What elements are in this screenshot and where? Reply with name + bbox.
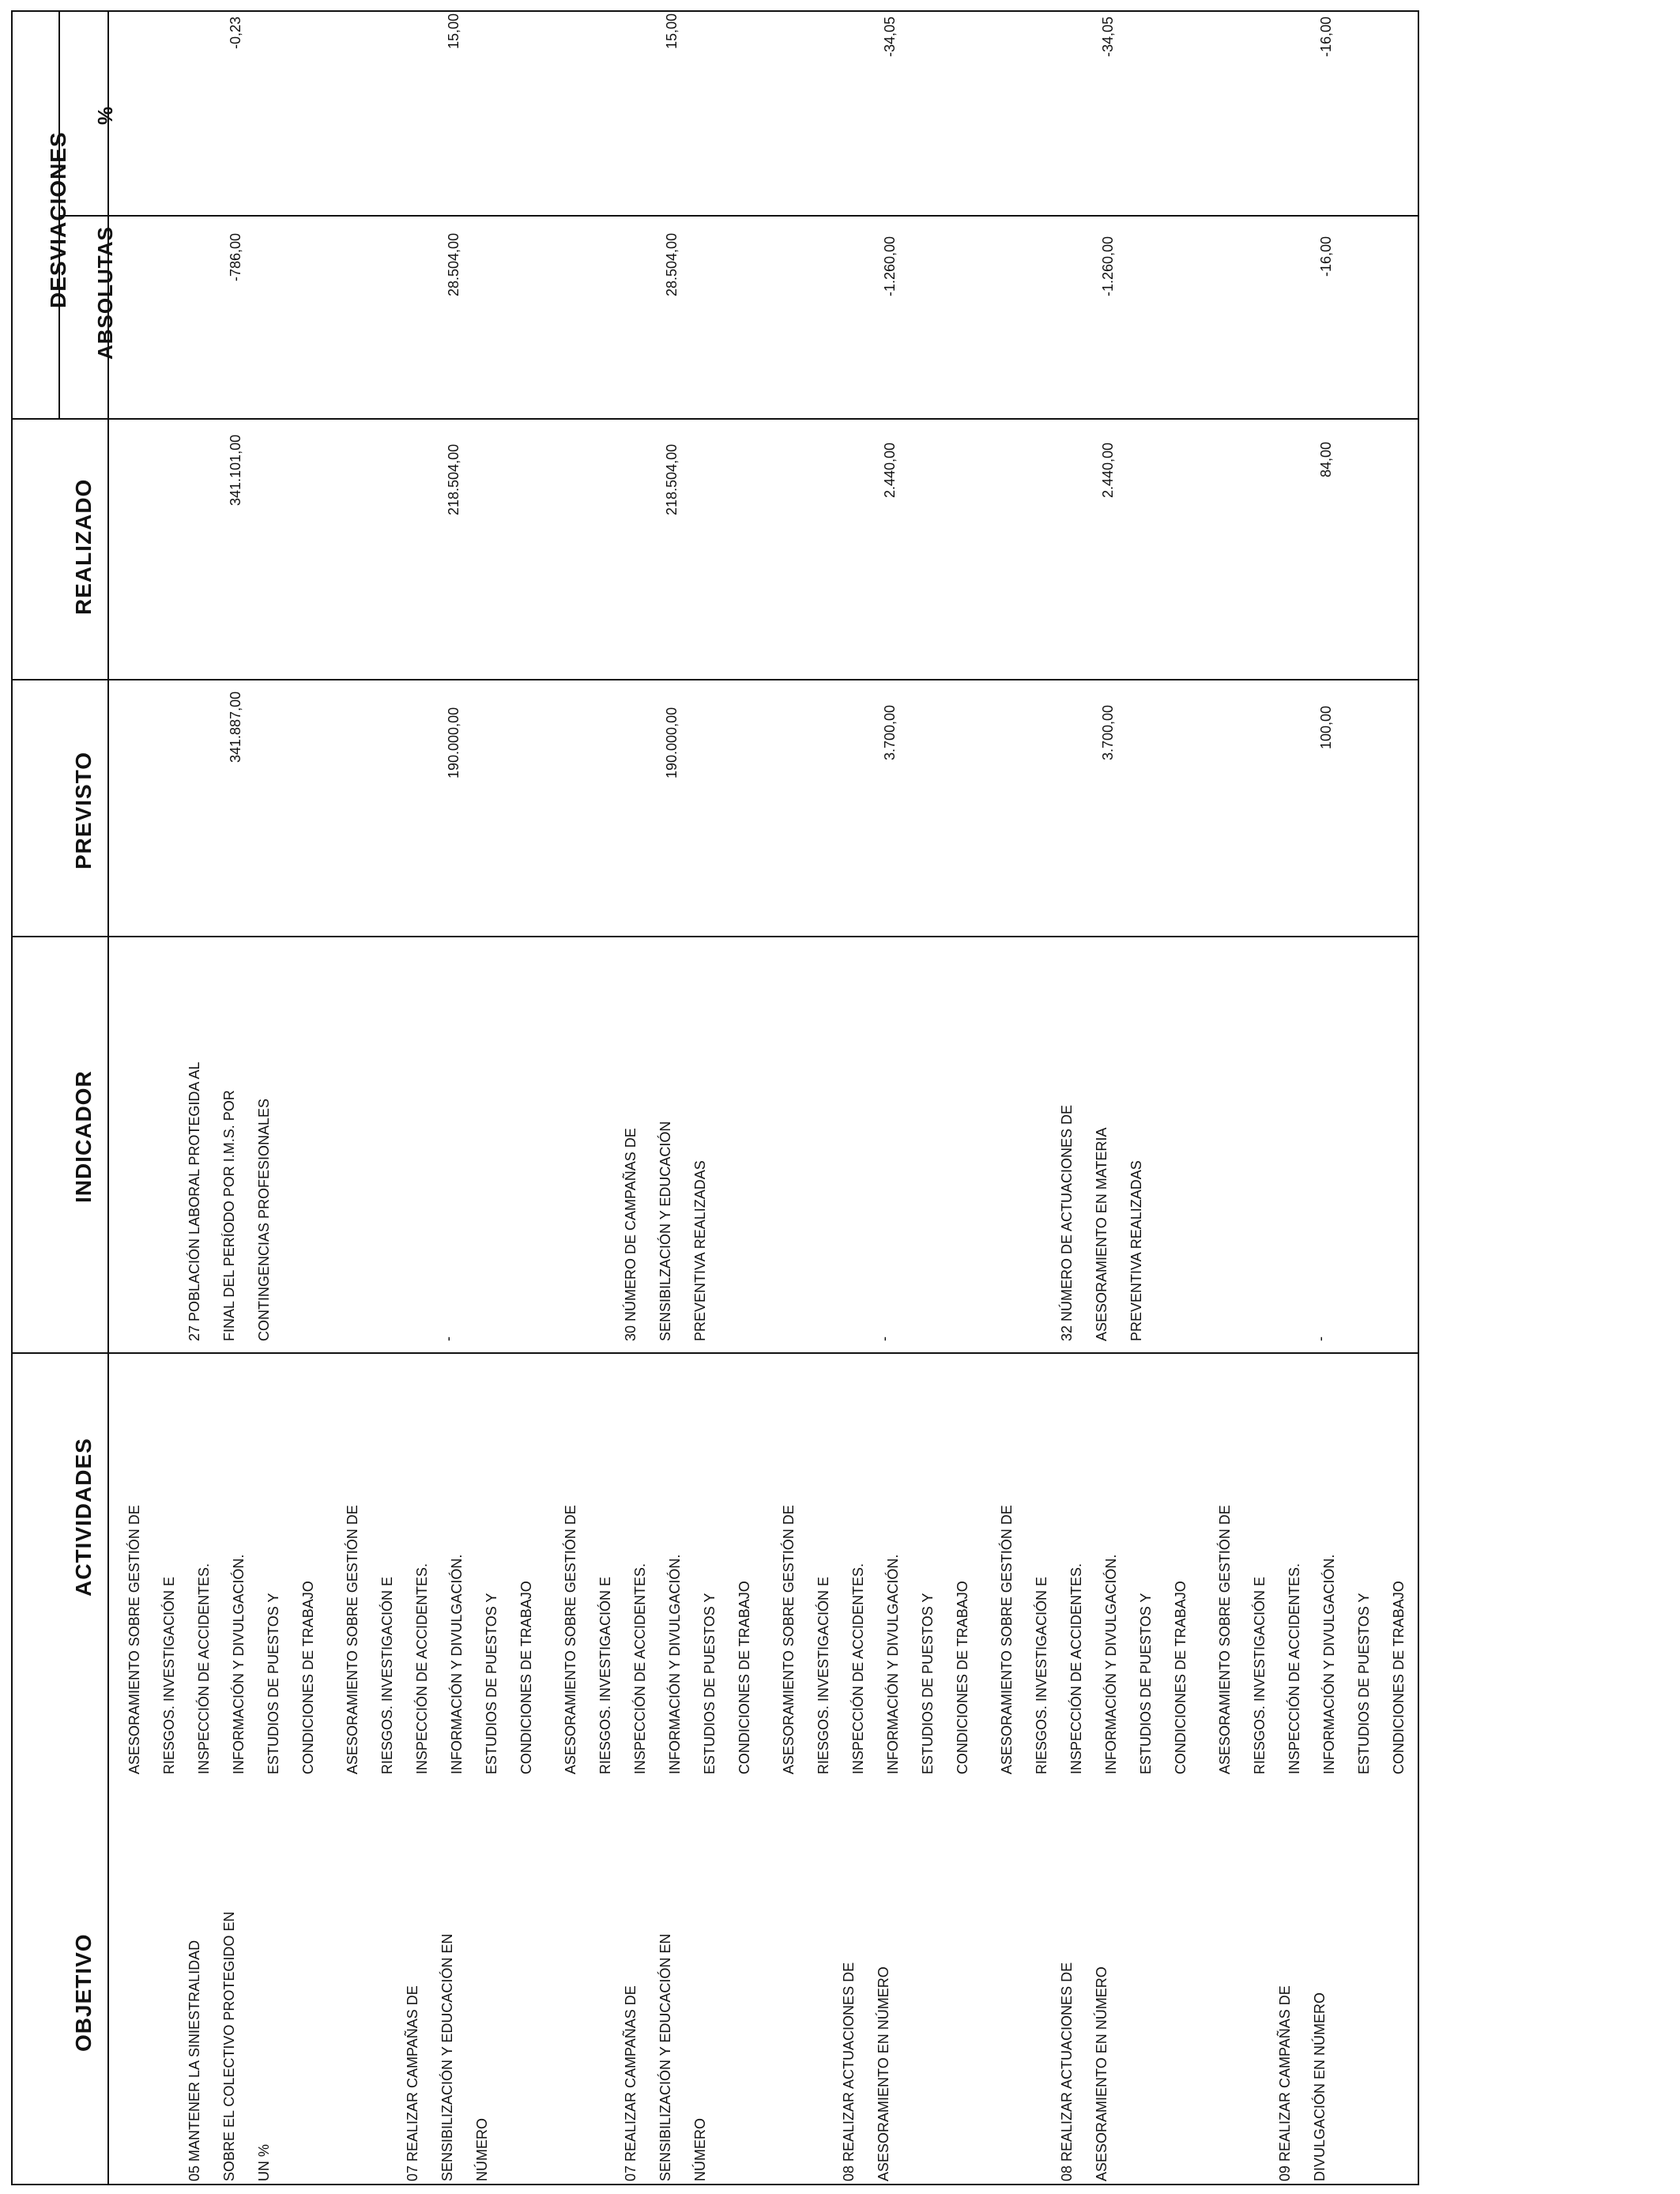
table-cell-actividades: ASESORAMIENTO SOBRE GESTIÓN DE RIESGOS. INVESTIGACIÓN E INSPECCIÓN DE ACCIDENTES. INFORMACIÓN Y DIVULGACIÓN. ESTUDIOS DE PUESTOS Y CONDICIONES DE TRABAJO <box>999 1505 1188 1774</box>
table-cell-indicador: - <box>1313 1336 1328 1341</box>
table-cell-previsto: 3.700,00 <box>882 704 898 760</box>
table-cell-previsto: 190.000,00 <box>446 707 461 778</box>
table-cell-absolutas: -786,00 <box>228 232 243 281</box>
header-absolutas: ABSOLUTAS <box>93 226 117 360</box>
table-cell-objetivo: 07 REALIZAR CAMPAÑAS DE SENSIBILIZACIÓN Y EDUCACIÓN EN NÚMERO <box>623 1933 708 2181</box>
table-cell-porcentaje: 15,00 <box>664 13 680 49</box>
table-cell-actividades: ASESORAMIENTO SOBRE GESTIÓN DE RIESGOS. INVESTIGACIÓN E INSPECCIÓN DE ACCIDENTES. INFORMACIÓN Y DIVULGACIÓN. ESTUDIOS DE PUESTOS Y CONDICIONES DE TRABAJO <box>345 1505 534 1774</box>
table-cell-realizado: 84,00 <box>1318 441 1334 477</box>
table-cell-realizado: 341.101,00 <box>228 434 243 506</box>
table-cell-objetivo: 08 REALIZAR ACTUACIONES DE ASESORAMIENTO EN NÚMERO <box>841 1962 891 2181</box>
table-cell-absolutas: -16,00 <box>1318 236 1334 277</box>
table-cell-porcentaje: -34,05 <box>882 16 898 57</box>
table-cell-indicador: - <box>440 1336 456 1341</box>
table-cell-previsto: 341.887,00 <box>228 691 243 763</box>
table-cell-objetivo: 07 REALIZAR CAMPAÑAS DE SENSIBILIZACIÓN Y EDUCACIÓN EN NÚMERO <box>405 1933 490 2181</box>
header-realizado: REALIZADO <box>71 478 96 615</box>
table-cell-realizado: 218.504,00 <box>446 443 461 515</box>
header-indicador: INDICADOR <box>71 1070 96 1203</box>
table-cell-actividades: ASESORAMIENTO SOBRE GESTIÓN DE RIESGOS. INVESTIGACIÓN E INSPECCIÓN DE ACCIDENTES. INFORMACIÓN Y DIVULGACIÓN. ESTUDIOS DE PUESTOS Y CONDICIONES DE TRABAJO <box>781 1505 970 1774</box>
table-cell-porcentaje: -34,05 <box>1100 16 1116 57</box>
table-cell-porcentaje: 15,00 <box>446 13 461 49</box>
table-cell-realizado: 2.440,00 <box>882 442 898 498</box>
header-previsto: PREVISTO <box>71 751 96 869</box>
header-desviaciones: DESVIACIONES <box>46 131 70 308</box>
table-cell-actividades: ASESORAMIENTO SOBRE GESTIÓN DE RIESGOS. INVESTIGACIÓN E INSPECCIÓN DE ACCIDENTES. INFORMACIÓN Y DIVULGACIÓN. ESTUDIOS DE PUESTOS Y CONDICIONES DE TRABAJO <box>126 1505 316 1774</box>
table-cell-indicador: 32 NÚMERO DE ACTUACIONES DE ASESORAMIENTO EN MATERIA PREVENTIVA REALIZADAS <box>1059 1104 1144 1341</box>
table-cell-previsto: 100,00 <box>1318 705 1334 749</box>
table-cell-realizado: 2.440,00 <box>1100 442 1116 498</box>
header-porcentaje: % <box>93 105 117 125</box>
header-actividades: ACTIVIDADES <box>71 1438 96 1596</box>
table-cell-realizado: 218.504,00 <box>664 443 680 515</box>
table-cell-indicador: 27 POBLACIÓN LABORAL PROTEGIDA AL FINAL DEL PERÍODO POR I.M.S. POR CONTINGENCIAS PROFESIONALES <box>186 1061 272 1341</box>
table-cell-objetivo: 09 REALIZAR CAMPAÑAS DE DIVULGACIÓN EN NÚMERO <box>1277 1985 1328 2181</box>
table-cell-objetivo: 05 MANTENER LA SINIESTRALIDAD SOBRE EL COLECTIVO PROTEGIDO EN UN % <box>186 1911 272 2181</box>
table-cell-absolutas: -1.260,00 <box>882 236 898 296</box>
table-cell-previsto: 190.000,00 <box>664 707 680 778</box>
table-cell-absolutas: -1.260,00 <box>1100 236 1116 296</box>
table-cell-porcentaje: -16,00 <box>1318 16 1334 57</box>
table-cell-objetivo: 08 REALIZAR ACTUACIONES DE ASESORAMIENTO EN NÚMERO <box>1059 1962 1109 2181</box>
header-objetivo: OBJETIVO <box>71 1933 96 2052</box>
table-cell-porcentaje: -0,23 <box>228 16 243 49</box>
table-cell-previsto: 3.700,00 <box>1100 704 1116 760</box>
table-cell-absolutas: 28.504,00 <box>446 232 461 296</box>
table-cell-absolutas: 28.504,00 <box>664 232 680 296</box>
table-cell-actividades: ASESORAMIENTO SOBRE GESTIÓN DE RIESGOS. INVESTIGACIÓN E INSPECCIÓN DE ACCIDENTES. INFORMACIÓN Y DIVULGACIÓN. ESTUDIOS DE PUESTOS Y CONDICIONES DE TRABAJO <box>1217 1505 1407 1774</box>
table-cell-actividades: ASESORAMIENTO SOBRE GESTIÓN DE RIESGOS. INVESTIGACIÓN E INSPECCIÓN DE ACCIDENTES. INFORMACIÓN Y DIVULGACIÓN. ESTUDIOS DE PUESTOS Y CONDICIONES DE TRABAJO <box>563 1505 752 1774</box>
table-cell-indicador: - <box>876 1336 892 1341</box>
table-cell-indicador: 30 NÚMERO DE CAMPAÑAS DE SENSIBILZACIÓN Y EDUCACIÓN PREVENTIVA REALIZADAS <box>623 1121 708 1341</box>
